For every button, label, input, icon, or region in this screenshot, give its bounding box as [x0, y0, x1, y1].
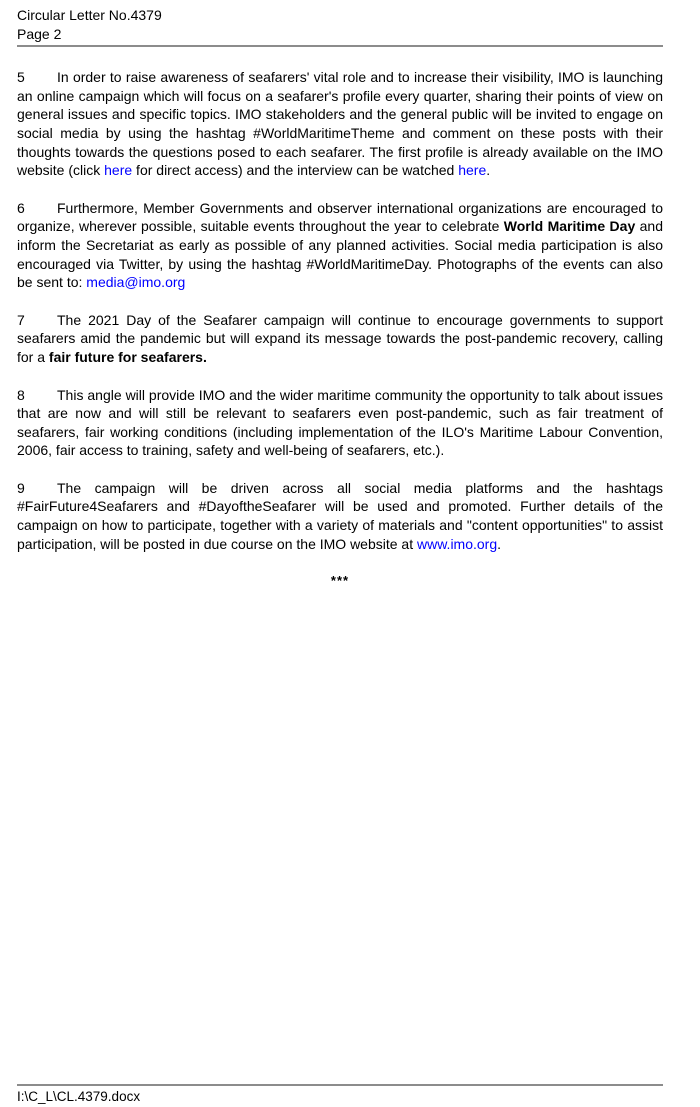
footer-file-path: I:\C_L\CL.4379.docx [17, 1089, 141, 1104]
end-of-text-separator: *** [330, 573, 350, 589]
page-header [17, 6, 663, 43]
paragraph [17, 479, 663, 553]
paragraph [17, 386, 663, 460]
paragraph-number: 6 [17, 199, 25, 216]
paragraph-list [17, 68, 663, 553]
paragraph-text [17, 312, 663, 365]
header-page-number: Page 2 [17, 25, 62, 42]
text-run: . [497, 535, 502, 552]
text-run: Furthermore, Member Governments and observer international organizations are encouraged to organize, wherever possible, suitable events throughout the year to celebrate [17, 199, 663, 235]
hyperlink[interactable]: here [458, 162, 487, 179]
hyperlink[interactable]: here [104, 162, 133, 179]
text-run: In order to raise awareness of seafarers' vital role and to increase their visibility, IMO is launching an online campaign which will focus on a seafarer's profile every quarter, sharing their points of view on general issues and specific topics. IMO stakeholders and the general public will be invited to engage on social media by using the hashtag #WorldMaritimeTheme and comment on these posts with their thoughts towards the questions posed to each seafarer. The first profile is already available on the IMO website (click [17, 69, 663, 179]
text-run: The 2021 Day of the Seafarer campaign will continue to encourage governments to support seafarers amid the pandemic but will expand its message towards the post-pandemic recovery, calling for a [17, 311, 663, 365]
hyperlink[interactable]: media@imo.org [86, 274, 186, 291]
paragraph-text [17, 69, 663, 178]
hyperlink[interactable]: www.imo.org [417, 535, 498, 552]
paragraph-text [17, 387, 663, 459]
page-footer [17, 1084, 663, 1105]
bold-text-run: World Maritime Day [503, 218, 636, 235]
paragraph [17, 68, 663, 180]
paragraph-number: 7 [17, 311, 25, 328]
text-run: for direct access) and the interview can be watched [132, 162, 459, 179]
paragraph-number: 5 [17, 69, 25, 86]
paragraph-text [17, 480, 663, 552]
text-run: and inform the Secretariat as early as possible of any planned activities. Social media participation is also encouraged via Twitter, by using the hashtag #WorldMaritimeDay. Photographs of the events can also be sent to: [17, 218, 664, 291]
paragraph-number: 8 [17, 386, 25, 403]
paragraph [17, 199, 663, 292]
header-doc-number: Circular Letter No.4379 [17, 7, 162, 23]
paragraph-text [17, 200, 663, 290]
paragraph [17, 311, 663, 367]
document-body [17, 47, 663, 591]
text-run: This angle will provide IMO and the wider maritime community the opportunity to talk about issues that are now and will still be relevant to seafarers even post-pandemic, such as fair treatment of seafarers, fair working conditions (including implementation of the ILO's Maritime Labour Convention, 2006, fair access to training, safety and well-being of seafarers, etc.). [17, 386, 663, 459]
paragraph-number: 9 [17, 479, 25, 496]
text-run: . [486, 162, 491, 179]
bold-text-run: fair future for seafarers. [48, 348, 207, 365]
text-run: The campaign will be driven across all social media platforms and the hashtags #FairFuture4Seafarers and #DayoftheSeafarer will be used and promoted. Further details of the campaign on how to participate, together with a variety of materials and "content opportunities" to assist participation, will be posted in due course on the IMO website at [17, 479, 663, 552]
